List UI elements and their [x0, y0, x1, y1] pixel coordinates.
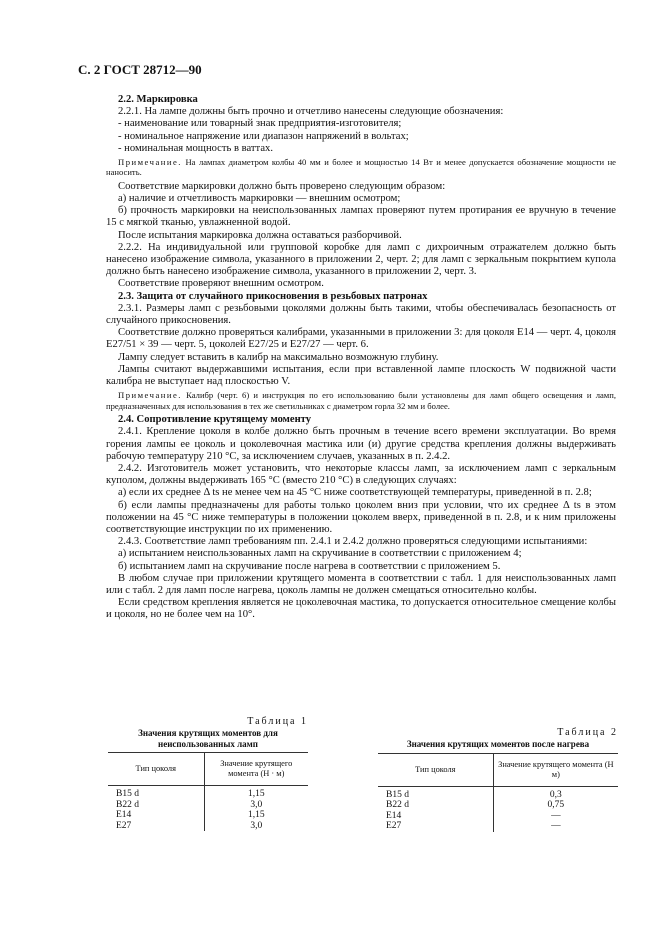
column-header: Значение крутящего момента (Н · м) — [204, 753, 308, 786]
paragraph: В любом случае при приложении крутящего момента в соответствии с табл. 1 для неиспользованных ламп или с табл. 2 для ламп после нагрева, цоколь лампы не должен смещаться относительно колбы. — [106, 572, 616, 596]
table-row — [378, 786, 618, 800]
cell-cap-type: Е14 — [378, 811, 493, 822]
paragraph: Соответствие должно проверяться калибрами, указанными в приложении 3: для цоколя Е14 — черт. 4, цоколя Е27/51 × 39 — черт. 5, цоколей Е27/25 и Е27/27 — черт. 6. — [106, 327, 616, 351]
note-text: На лампах диаметром колбы 40 мм и более и мощностью 14 Вт и менее допускается обозначение мощности не наносить. — [106, 157, 616, 178]
paragraph: После испытания маркировка должна оставаться разборчивой. — [118, 229, 402, 241]
table-1 — [108, 716, 308, 831]
paragraph: 2.3.1. Размеры ламп с резьбовыми цоколями должны быть такими, чтобы обеспечивалась безопасность от случайного прикосновения. — [106, 302, 616, 327]
table-2 — [378, 727, 618, 832]
paragraph: 2.4.3. Соответствие ламп требованиям пп. 2.4.1 и 2.4.2 должно проверяться следующими испытаниями: — [118, 536, 588, 548]
paragraph: б) если лампы предназначены для работы только цоколем вниз при условии, что их среднее Δ ts в этом положении на 45 °С ниже температуры в положении цоколем вверх, приведенной в п. 2.8, и к ним приложены соответствующие инструкции по их применению. — [106, 499, 616, 535]
cell-torque: 0,3 — [549, 789, 562, 800]
cell-cap-type: В22 d — [378, 800, 493, 811]
note-label: Примечание. — [118, 157, 182, 168]
paragraph: б) испытанием ламп на скручивание после нагрева в соответствии с приложением 5. — [118, 560, 501, 572]
table-row — [108, 786, 308, 800]
column-header: Тип цоколя — [378, 753, 493, 786]
cell-cap-type: Е27 — [378, 821, 493, 832]
table-caption: Таблица 1 — [247, 716, 308, 727]
paragraph: а) если их среднее Δ ts не менее чем на 45 °С ниже соответствующей температуры, приведенной в п. 2.8; — [118, 487, 592, 499]
paragraph: 2.2.1. На лампе должны быть прочно и отчетливо нанесены следующие обозначения: — [118, 106, 504, 118]
table-caption: Таблица 2 — [557, 727, 618, 738]
paragraph: Если средством крепления является не цоколевочная мастика, то допускается относительное смещение колбы и цоколя, но не более чем на 10°. — [106, 597, 616, 621]
column-header: Тип цоколя — [108, 753, 204, 786]
torque-table-1 — [108, 752, 308, 831]
table-row — [108, 810, 308, 821]
cell-cap-type: Е14 — [108, 810, 204, 821]
note-label: Примечание. — [118, 390, 182, 401]
note — [106, 390, 616, 411]
cell-cap-type: В15 d — [108, 786, 204, 800]
list-item: - номинальное напряжение или диапазон напряжений в вольтах; — [118, 130, 409, 142]
note — [106, 157, 616, 178]
cell-torque: 3,0 — [250, 799, 263, 810]
page-header: С. 2 ГОСТ 28712—90 — [78, 62, 202, 77]
paragraph: Лампы считают выдержавшими испытания, если при вставленной лампе плоскость W подвижной части калибра не выступает над плоскостью V. — [106, 363, 616, 388]
cell-torque: 1,15 — [247, 810, 265, 820]
torque-table-2 — [378, 753, 618, 832]
paragraph: а) наличие и отчетливость маркировки — внешним осмотром; — [118, 193, 401, 205]
cell-cap-type: Е27 — [108, 821, 204, 832]
table-title: Значения крутящих моментов после нагрева — [406, 739, 590, 749]
section-2-4-title: 2.4. Сопротивление крутящему моменту — [118, 414, 312, 426]
cell-cap-type: В15 d — [378, 786, 493, 800]
paragraph: Соответствие маркировки должно быть проверено следующим образом: — [118, 180, 446, 192]
section-2-2-title: 2.2. Маркировка — [118, 94, 198, 105]
paragraph: 2.4.1. Крепление цоколя в колбе должно быть прочным в течение всего времени эксплуатации. Во время горения лампы ее цоколь и цоколевочная мастика или (и) другие средства крепления должны выдерживать рабочую температуру 210 °С, за исключением случаев, указанных в п. 2.4.2. — [106, 426, 616, 462]
note-text: Калибр (черт. 6) и инструкция по его использованию были установлены для ламп общего освещения и ламп, предназначенных для использования в тех же светильниках с диаметром горла 32 мм и более. — [106, 390, 616, 411]
cell-cap-type: В22 d — [108, 800, 204, 811]
table-row — [378, 800, 618, 811]
paragraph: 2.4.2. Изготовитель может установить, что некоторые классы ламп, за исключением ламп с зеркальным куполом, должны выдерживать 165 °С (вместо 210 °С) в следующих случаях: — [106, 462, 616, 487]
cell-torque: 1,15 — [247, 789, 265, 799]
cell-torque: — — [551, 821, 561, 831]
column-header: Значение крутящего момента (Н м) — [493, 753, 618, 786]
list-item: - наименование или товарный знак предприятия-изготовителя; — [118, 118, 402, 130]
table-row — [378, 811, 618, 822]
list-item: - номинальная мощность в ваттах. — [118, 142, 273, 154]
paragraph: Лампу следует вставить в калибр на максимально возможную глубину. — [118, 351, 439, 363]
paragraph: Соответствие проверяют внешним осмотром. — [118, 278, 324, 290]
table-row — [108, 800, 308, 811]
paragraph: 2.2.2. На индивидуальной или групповой коробке для ламп с дихроичным отражателем должно быть нанесено изображение символа, указанного в приложении 2, черт. 2; для ламп с зеркальным покрытием купола должно быть нанесено изображение символа, указанного в приложении 2, черт. 3. — [106, 241, 616, 278]
paragraph: а) испытанием неиспользованных ламп на скручивание в соответствии с приложением 4; — [118, 548, 522, 560]
document-body — [106, 94, 616, 622]
cell-torque: — — [551, 810, 561, 821]
paragraph: б) прочность маркировки на неиспользованных лампах проверяют путем протирания ее вручную в течение 15 с мягкой тканью, увлажненной водой. — [106, 205, 616, 229]
table-row — [378, 821, 618, 832]
section-2-3-title: 2.3. Защита от случайного прикосновения в резьбовых патронах — [118, 290, 428, 302]
cell-torque: 3,0 — [250, 820, 263, 831]
cell-torque: 0,75 — [547, 800, 565, 810]
table-row — [108, 821, 308, 832]
table-title: Значения крутящих моментов для неиспользованных ламп — [138, 728, 278, 749]
